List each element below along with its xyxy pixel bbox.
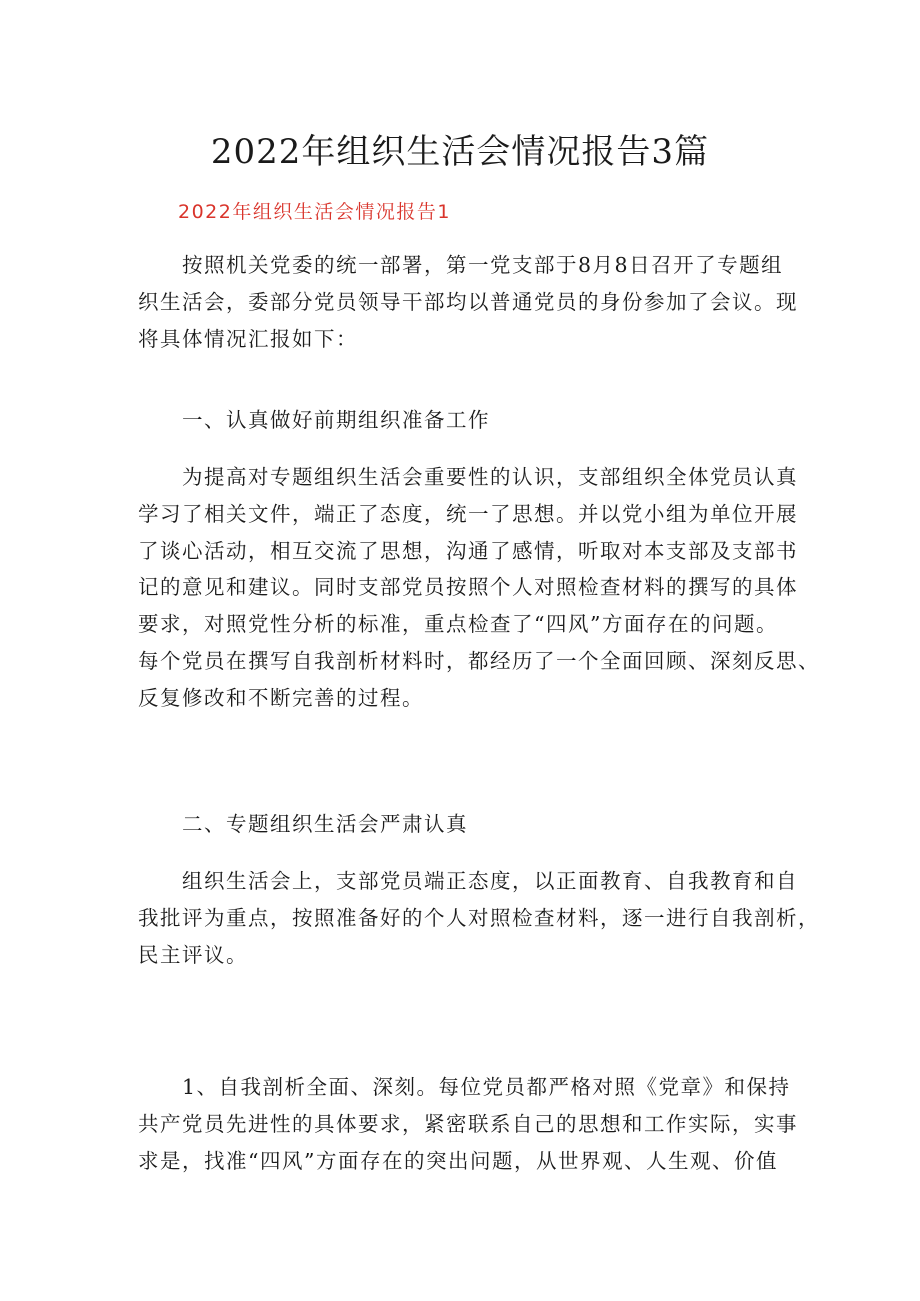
intro-line: 按照机关党委的统一部署，第一党支部于8月8日召开了专题组 <box>182 253 784 277</box>
item1-paragraph <box>138 1069 798 1179</box>
intro-line: 织生活会，委部分党员领导干部均以普通党员的身份参加了会议。现 <box>138 289 798 314</box>
section1-line: 要求，对照党性分析的标准，重点检查了“四风”方面存在的问题。 <box>138 612 778 637</box>
section2-heading: 二、专题组织生活会严肃认真 <box>182 812 468 836</box>
section1-heading: 一、认真做好前期组织准备工作 <box>182 408 490 432</box>
item1-line: 共产党员先进性的具体要求，紧密联系自己的思想和工作实际，实事 <box>138 1111 798 1136</box>
report-subtitle: 2022年组织生活会情况报告1 <box>178 201 451 223</box>
item1-line: 1、自我剖析全面、深刻。每位党员都严格对照《党章》和保持 <box>182 1075 791 1099</box>
section2-line: 组织生活会上，支部党员端正态度，以正面教育、自我教育和自 <box>182 869 798 893</box>
section1-line: 记的意见和建议。同时支部党员按照个人对照检查材料的撰写的具体 <box>138 575 798 600</box>
section2-line: 民主评议。 <box>138 942 248 967</box>
section1-paragraph <box>138 459 820 717</box>
intro-paragraph <box>138 247 798 357</box>
section1-line: 每个党员在撰写自我剖析材料时，都经历了一个全面回顾、深刻反思、 <box>138 648 820 673</box>
section1-line: 学习了相关文件，端正了态度，统一了思想。并以党小组为单位开展 <box>138 501 798 526</box>
document-title: 2022年组织生活会情况报告3篇 <box>210 132 710 172</box>
intro-line: 将具体情况汇报如下： <box>138 326 358 351</box>
section1-line: 为提高对专题组织生活会重要性的认识，支部组织全体党员认真 <box>182 465 798 489</box>
section2-line: 我批评为重点，按照准备好的个人对照检查材料，逐一进行自我剖析， <box>138 905 820 930</box>
item1-line: 求是，找准“四风”方面存在的突出问题，从世界观、人生观、价值 <box>138 1148 778 1173</box>
section2-paragraph <box>138 863 820 973</box>
section1-line: 反复修改和不断完善的过程。 <box>138 685 424 710</box>
section1-line: 了谈心活动，相互交流了思想，沟通了感情，听取对本支部及支部书 <box>138 538 798 563</box>
